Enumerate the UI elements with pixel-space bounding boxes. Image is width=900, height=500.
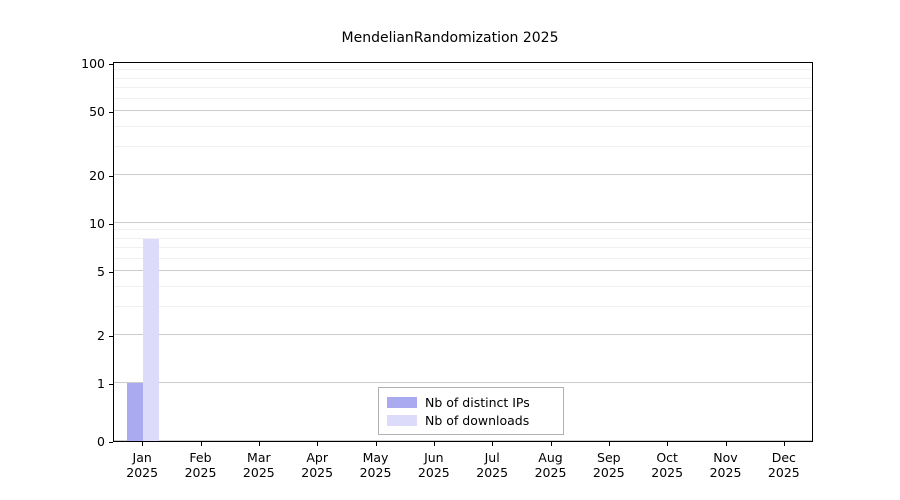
gridline-minor — [114, 258, 812, 259]
y-axis-tick-label: 2 — [97, 327, 105, 343]
bar — [127, 383, 143, 441]
x-axis-tick-label-line: 2025 — [592, 465, 625, 480]
legend-swatch-distinct-ips — [387, 397, 417, 408]
bar — [143, 239, 159, 441]
y-axis-tick-label: 20 — [89, 167, 105, 183]
gridline-minor — [114, 247, 812, 248]
x-axis-tick-mark — [492, 442, 493, 446]
legend-item — [387, 393, 555, 411]
x-axis-tick-mark — [726, 442, 727, 446]
chart-title: MendelianRandomization 2025 — [341, 30, 559, 46]
x-axis-tick-label-line: 2025 — [651, 465, 684, 480]
y-axis-tick-label: 100 — [81, 56, 105, 71]
plot-area — [113, 62, 813, 442]
y-axis-tick-label: 0 — [97, 434, 105, 449]
gridline-major — [114, 270, 812, 271]
gridline-minor — [114, 69, 812, 70]
y-axis-tick-label: 50 — [89, 104, 105, 120]
x-axis-tick-label-line: Jan — [132, 450, 152, 465]
x-axis-tick-mark — [609, 442, 610, 446]
x-axis-tick-mark — [376, 442, 377, 446]
x-axis-tick-mark — [259, 442, 260, 446]
gridline-major — [114, 440, 812, 441]
x-axis-tick-label-line: Oct — [656, 450, 678, 465]
gridline-major — [114, 382, 812, 383]
gridline-major — [114, 174, 812, 175]
x-axis-tick-mark — [201, 442, 202, 446]
x-axis-tick-mark — [784, 442, 785, 446]
gridline-minor — [114, 87, 812, 88]
gridline-minor — [114, 126, 812, 127]
y-axis-tick-mark — [109, 442, 113, 443]
x-axis-tick-label-line: Jul — [484, 450, 500, 465]
gridline-minor — [114, 78, 812, 79]
x-axis-tick-label-line: Feb — [189, 450, 212, 465]
x-axis-tick-mark — [142, 442, 143, 446]
legend-swatch-downloads — [387, 415, 417, 426]
legend-label-distinct-ips: Nb of distinct IPs — [425, 394, 530, 410]
gridline-minor — [114, 229, 812, 230]
gridline-minor — [114, 306, 812, 307]
legend-label-downloads: Nb of downloads — [425, 412, 530, 428]
x-axis-tick-mark — [317, 442, 318, 446]
x-axis-tick-label — [749, 450, 819, 480]
y-axis-tick-label: 1 — [97, 376, 105, 391]
x-axis-tick-label-line: 2025 — [301, 465, 334, 480]
x-axis-tick-label-line: 2025 — [184, 465, 217, 480]
x-axis-tick-label-line: Apr — [306, 450, 328, 465]
x-axis-tick-label-line: 2025 — [709, 465, 742, 480]
gridline-minor — [114, 98, 812, 99]
x-axis-tick-label-line: Nov — [713, 450, 738, 465]
x-axis-tick-label-line: 2025 — [417, 465, 450, 480]
gridline-major — [114, 110, 812, 111]
gridline-major — [114, 222, 812, 223]
gridline-minor — [114, 286, 812, 287]
y-axis-tick-label: 10 — [89, 216, 105, 231]
x-axis-tick-mark — [434, 442, 435, 446]
x-axis-tick-label-line: Sep — [597, 450, 621, 465]
gridline-major — [114, 334, 812, 335]
x-axis-tick-label-line: 2025 — [359, 465, 392, 480]
x-axis-tick-label-line: 2025 — [534, 465, 567, 480]
chart-legend — [378, 387, 564, 435]
gridline-minor — [114, 146, 812, 147]
x-axis-tick-mark — [551, 442, 552, 446]
x-axis-tick-mark — [667, 442, 668, 446]
x-axis-tick-label-line: 2025 — [476, 465, 509, 480]
x-axis-tick-label-line: Aug — [538, 450, 563, 465]
x-axis-tick-label-line: 2025 — [126, 465, 159, 480]
gridline-major — [114, 62, 812, 63]
x-axis-tick-label-line: Mar — [247, 450, 271, 465]
legend-item — [387, 411, 555, 429]
x-axis-tick-label-line: 2025 — [767, 465, 800, 480]
x-axis-tick-label-line: 2025 — [242, 465, 275, 480]
x-axis-tick-label-line: May — [362, 450, 389, 465]
gridline-minor — [114, 238, 812, 239]
x-axis-tick-label-line: Jun — [424, 450, 444, 465]
x-axis-tick-label-line: Dec — [771, 450, 796, 465]
y-axis-tick-label: 5 — [97, 264, 105, 280]
